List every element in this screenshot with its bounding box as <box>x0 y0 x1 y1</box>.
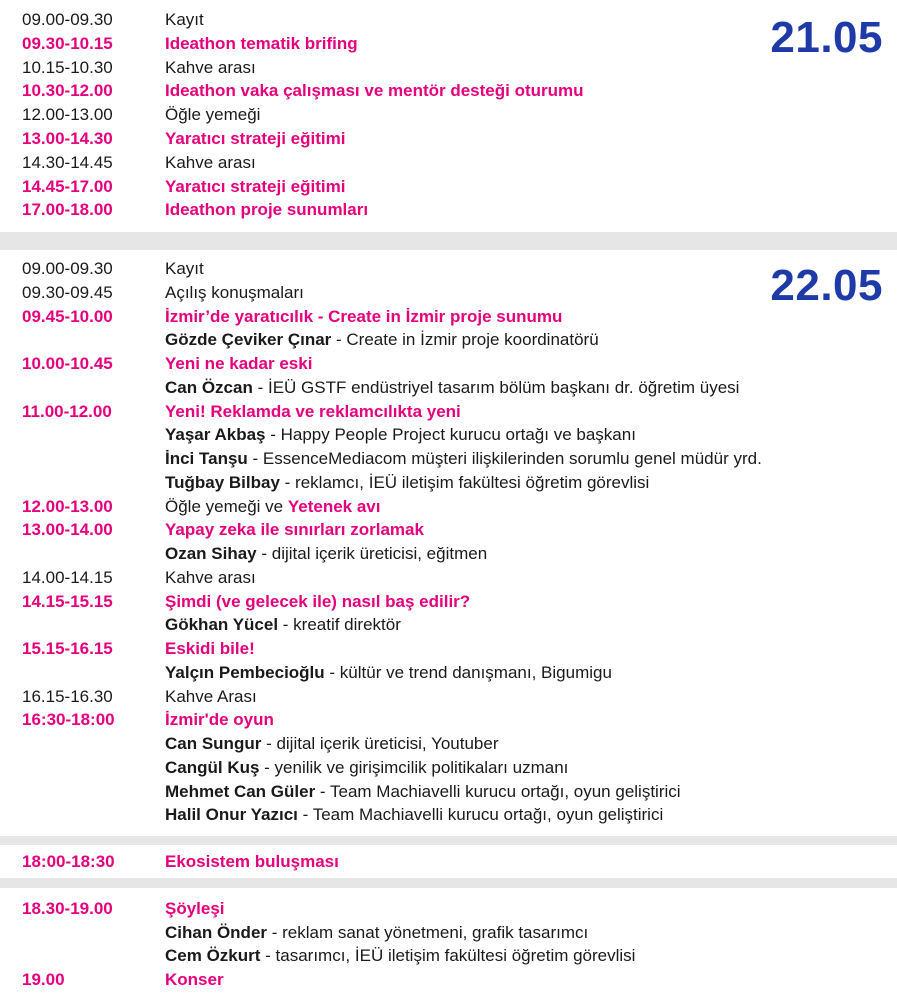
session-title: Kayıt <box>165 259 204 278</box>
speaker-role: - kültür ve trend danışmanı, Bigumigu <box>324 662 612 682</box>
speaker-name: Halil Onur Yazıcı <box>165 805 298 825</box>
day-2-block <box>0 250 897 836</box>
speaker-role: - Team Machiavelli kurucu ortağı, oyun geliştirici <box>297 805 664 825</box>
session-time: 09.45-10.00 <box>22 306 113 326</box>
speaker-role: - EssenceMediacom müşteri ilişkilerinden sorumlu genel müdür yrd. <box>247 449 762 468</box>
session-title: Kayıt <box>165 10 204 29</box>
session-title: Yaratıcı strateji eğitimi <box>165 176 346 196</box>
session-time: 09.00-09.30 <box>22 259 113 278</box>
speaker-info <box>165 921 588 945</box>
speaker-role: - kreatif direktör <box>278 615 401 635</box>
session-time: 11.00-12.00 <box>22 401 112 421</box>
speaker-name: Cem Özkurt <box>165 946 261 966</box>
session-time: 13.00-14.30 <box>22 129 113 148</box>
session-time: 10.30-12.00 <box>22 81 113 101</box>
session-title: Eskidi bile! <box>165 639 255 658</box>
session-time: 16.15-16.30 <box>22 686 113 706</box>
session-title: Ideathon tematik brifing <box>165 33 358 53</box>
speaker-role: - dijital içerik üreticisi, Youtuber <box>261 734 499 753</box>
speaker-info <box>165 471 649 495</box>
speaker-info <box>165 756 568 780</box>
speaker-info <box>165 780 681 804</box>
session-time: 12.00-13.00 <box>22 496 113 516</box>
speaker-name: Can Özcan <box>165 377 253 397</box>
speaker-role: - reklamcı, İEÜ iletişim fakültesi öğretim görevlisi <box>279 472 650 492</box>
speaker-role: - Create in İzmir proje koordinatörü <box>331 330 599 350</box>
speaker-role: - Team Machiavelli kurucu ortağı, oyun geliştirici <box>315 781 681 801</box>
session-time: 18:00-18:30 <box>22 851 115 871</box>
session-title: Öğle yemeği <box>165 105 261 125</box>
session-time: 14.30-14.45 <box>22 152 113 172</box>
speaker-info <box>165 732 499 756</box>
speaker-name: Can Sungur <box>165 734 262 753</box>
speaker-role: - yenilik ve girişimcilik politikaları uzmanı <box>259 757 569 777</box>
speaker-info <box>165 376 739 400</box>
speaker-info <box>165 944 635 968</box>
speaker-info <box>165 328 599 352</box>
speaker-info <box>165 447 762 471</box>
session-title: Yeni ne kadar eski <box>165 354 313 373</box>
speaker-role: - tasarımcı, İEÜ iletişim fakültesi öğretim görevlisi <box>260 946 636 966</box>
session-time: 14.15-15.15 <box>22 591 113 611</box>
session-title-highlight: Yetenek avı <box>287 496 381 516</box>
session-title: Kahve Arası <box>165 686 257 706</box>
session-title: Ekosistem buluşması <box>165 851 339 871</box>
session-title: Şimdi (ve gelecek ile) nasıl baş edilir? <box>165 591 471 611</box>
session-title: İzmir’de yaratıcılık - Create in İzmir proje sunumu <box>165 306 563 326</box>
session-title-plain: Öğle yemeği ve <box>165 496 288 516</box>
speaker-role: - Happy People Project kurucu ortağı ve başkanı <box>265 425 636 445</box>
session-title: Kahve arası <box>165 152 256 172</box>
speaker-name: Gökhan Yücel <box>165 615 279 635</box>
session-title: Yapay zeka ile sınırları zorlamak <box>165 520 424 540</box>
speaker-info <box>165 542 487 566</box>
speaker-info <box>165 803 663 827</box>
session-title: Konser <box>165 970 224 990</box>
session-title: Ideathon proje sunumları <box>165 200 369 220</box>
speaker-info <box>165 661 612 685</box>
speaker-name: Gözde Çeviker Çınar <box>165 330 332 350</box>
speaker-role: - İEÜ GSTF endüstriyel tasarım bölüm başkanı dr. öğretim üyesi <box>252 377 740 397</box>
speaker-name: Yalçın Pembecioğlu <box>165 662 325 682</box>
speaker-name: Cihan Önder <box>165 922 268 942</box>
speaker-info <box>165 613 401 637</box>
session-time: 14.00-14.15 <box>22 567 113 587</box>
session-time: 09.00-09.30 <box>22 10 113 29</box>
evening-block <box>0 845 897 878</box>
session-title: Ideathon vaka çalışması ve mentör desteği oturumu <box>165 81 584 101</box>
speaker-name: İnci Tanşu <box>165 449 248 468</box>
day-1-block <box>0 0 897 232</box>
session-time: 14.45-17.00 <box>22 176 113 196</box>
session-time: 13.00-14.00 <box>22 520 113 540</box>
session-title: Kahve arası <box>165 567 256 587</box>
session-title <box>165 495 380 519</box>
session-time: 15.15-16.15 <box>22 639 113 658</box>
session-title: Şöyleşi <box>165 899 225 918</box>
speaker-role: - dijital içerik üreticisi, eğitmen <box>256 544 488 563</box>
session-title: Açılış konuşmaları <box>165 282 304 302</box>
session-time: 10.15-10.30 <box>22 57 113 77</box>
session-time: 12.00-13.00 <box>22 105 113 125</box>
speaker-name: Ozan Sihay <box>165 544 257 563</box>
session-time: 19.00 <box>22 970 65 990</box>
session-time: 16:30-18:00 <box>22 710 115 730</box>
session-title: İzmir'de oyun <box>165 710 274 730</box>
speaker-role: - reklam sanat yönetmeni, grafik tasarımcı <box>267 922 589 942</box>
session-time: 10.00-10.45 <box>22 354 113 373</box>
speaker-name: Cangül Kuş <box>165 757 260 777</box>
day-2-date: 22.05 <box>770 261 883 310</box>
speaker-name: Tuğbay Bilbay <box>165 472 280 492</box>
session-time: 09.30-09.45 <box>22 282 113 302</box>
session-title: Kahve arası <box>165 57 256 77</box>
session-title: Yaratıcı strateji eğitimi <box>165 129 346 148</box>
session-title: Yeni! Reklamda ve reklamcılıkta yeni <box>165 401 461 421</box>
speaker-name: Mehmet Can Güler <box>165 781 316 801</box>
speaker-info <box>165 423 636 447</box>
talk-block <box>0 888 897 1000</box>
speaker-name: Yaşar Akbaş <box>165 425 266 445</box>
session-time: 09.30-10.15 <box>22 33 113 53</box>
session-time: 18.30-19.00 <box>22 899 113 918</box>
session-time: 17.00-18.00 <box>22 200 113 220</box>
day-1-date: 21.05 <box>770 13 883 62</box>
